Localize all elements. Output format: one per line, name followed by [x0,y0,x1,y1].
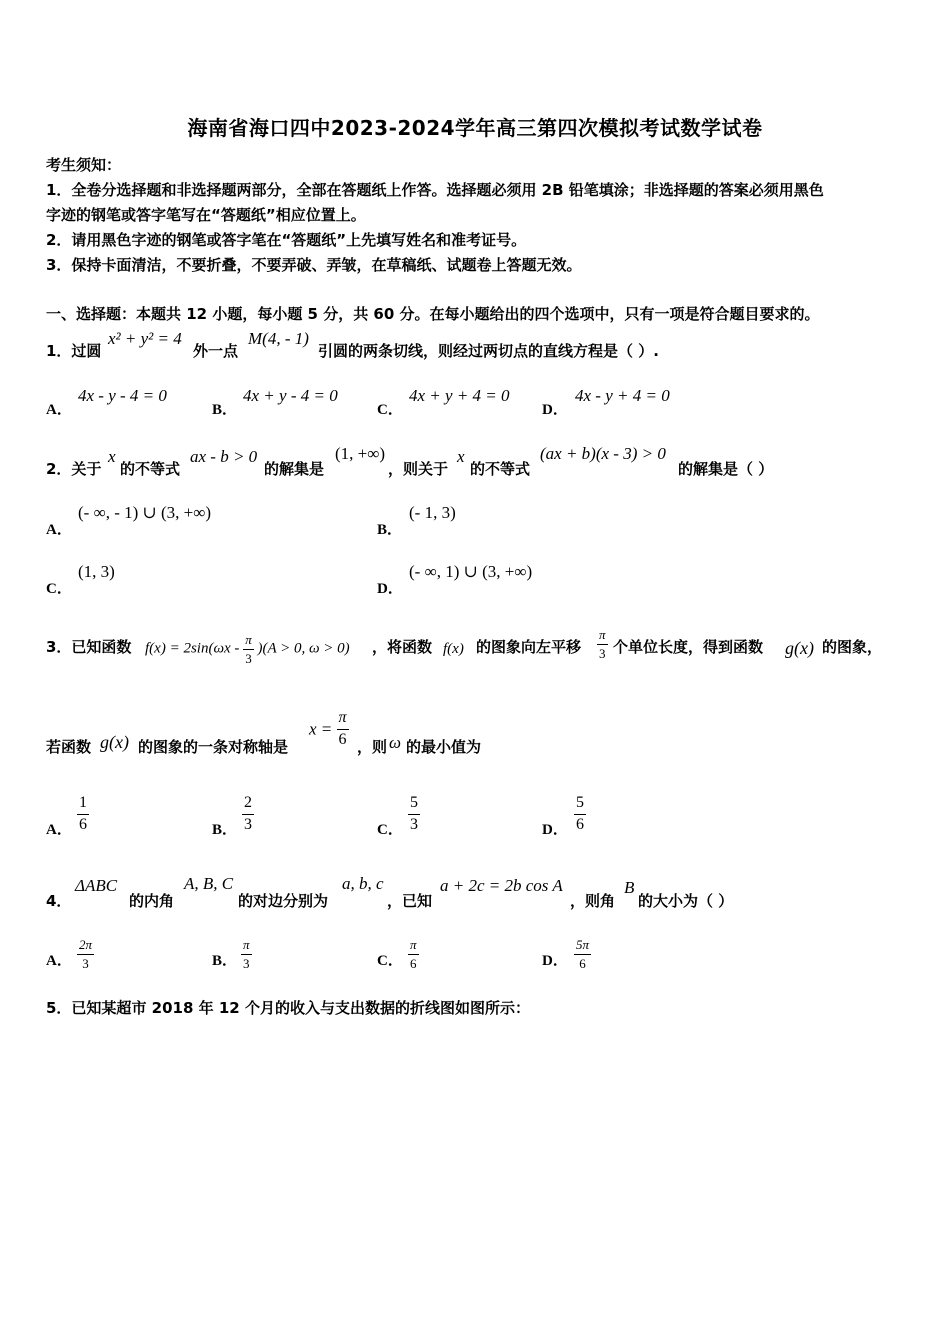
q4-option-a-num: 2π [77,938,94,955]
q2-label-b: B． [377,522,403,538]
q2-solution-set: (1, +∞) [335,444,386,463]
q2-text-1: 的不等式 [120,460,181,478]
q2-text-4: 的不等式 [470,460,531,478]
q3-option-a-den: 6 [79,815,87,833]
q3-option-d-num: 5 [574,795,586,815]
q4-triangle: ΔABC [75,876,118,895]
q3-label-c: C． [377,822,403,838]
q3-option-a [77,792,89,834]
q3-option-d-den: 6 [576,815,584,833]
notice-heading: 考生须知： [46,156,122,174]
q1-option-d: 4x - y + 4 = 0 [575,386,670,405]
q1-label-a: A． [46,402,72,418]
q3-axis [309,710,349,749]
q3-option-d [574,792,586,834]
q4-text-2: 的对边分别为 [238,892,329,910]
q4-text-4: ，则角 [570,892,616,910]
q4-text-5: 的大小为（ ） [638,892,734,910]
q3-label-d: D． [542,822,568,838]
q3-function [145,633,350,665]
q3-option-b-num: 2 [242,795,254,815]
q1-circle-eq: x² + y² = 4 [108,329,182,348]
q2-option-b: (- 1, 3) [409,503,456,522]
q4-equation: a + 2c = 2b cos A [440,876,563,895]
q4-option-d-den: 6 [579,955,586,971]
q3-stem-number: 3．已知函数 [46,638,132,656]
q3-label-b: B． [212,822,238,838]
q3-text-1: ，将函数 [372,638,433,656]
q4-label-d: D． [542,953,568,969]
q5-text: 5．已知某超市 2018 年 12 个月的收入与支出数据的折线图如图所示： [46,999,530,1017]
q3-shift-num: π [597,628,608,645]
q4-angle-b: B [624,878,635,897]
q4-option-c-num: π [408,938,419,955]
q3-axis-prefix: x = [309,719,333,739]
q1-stem-number: 1．过圆 [46,342,102,360]
q2-label-a: A． [46,522,72,538]
q3-function-prefix: f(x) = 2sin(ωx - [145,640,240,657]
notice-line-1b: 字迹的钢笔或答字笔写在“答题纸”相应位置上。 [46,206,366,224]
q4-stem-number: 4． [46,892,72,910]
q2-label-c: C． [46,581,72,597]
q2-text-2: 的解集是 [264,460,325,478]
q1-text-1: 外一点 [193,342,239,360]
q3-axis-den: 6 [338,730,347,748]
q1-label-d: D． [542,402,568,418]
q3-text-5: 若函数 [46,738,92,756]
q3-axis-num: π [337,710,349,730]
q3-text-7: ，则 [357,738,388,756]
q1-label-b: B． [212,402,238,418]
q4-option-d [574,934,591,970]
q2-inequality-2: (ax + b)(x - 3) > 0 [540,444,666,463]
q2-label-d: D． [377,581,403,597]
q3-option-c [408,792,420,834]
q3-omega: ω [389,733,402,752]
q3-text-2: 的图象向左平移 [476,638,582,656]
q3-option-a-num: 1 [77,795,89,815]
q3-text-3: 个单位长度，得到函数 [613,638,764,656]
q4-option-b-den: 3 [243,955,250,971]
q2-option-a: (- ∞, - 1) ∪ (3, +∞) [78,503,212,522]
q3-fx: f(x) [443,641,464,657]
notice-line-1a: 1．全卷分选择题和非选择题两部分，全部在答题纸上作答。选择题必须用 2B 铅笔填涂；非选择题的答案必须用黑色 [46,181,824,199]
q2-option-c: (1, 3) [78,562,115,581]
page-title: 海南省海口四中2023-2024学年高三第四次模拟考试数学试卷 [187,116,763,140]
q3-label-a: A． [46,822,72,838]
q4-text-1: 的内角 [129,892,175,910]
q3-function-suffix: )(A > 0, ω > 0) [257,640,350,657]
q4-option-c-den: 6 [410,955,417,971]
q3-option-c-num: 5 [408,795,420,815]
q2-inequality-1: ax - b > 0 [190,447,258,466]
q4-option-a [77,934,94,970]
q3-shift-frac [597,628,608,660]
q4-option-c [408,934,419,970]
q4-label-b: B． [212,953,238,969]
q3-axis-fraction [337,710,349,749]
q4-label-a: A． [46,953,72,969]
q3-function-fraction [243,633,254,665]
q1-option-a: 4x - y - 4 = 0 [78,386,167,405]
q2-stem-number: 2．关于 [46,460,102,478]
notice-line-2: 2．请用黑色字迹的钢笔或答字笔在“答题纸”上先填写姓名和准考证号。 [46,231,527,249]
q4-option-a-den: 3 [82,955,89,971]
q3-gx-2: g(x) [100,732,129,752]
q3-shift-den: 3 [599,645,606,661]
q3-gx: g(x) [785,638,814,658]
q3-text-6: 的图象的一条对称轴是 [138,738,289,756]
q3-option-b [242,792,254,834]
q4-option-b-num: π [241,938,252,955]
q2-var-x-2: x [457,447,465,466]
q4-angles: A, B, C [184,874,234,893]
q3-text-4: 的图象， [822,638,883,656]
q2-text-5: 的解集是（ ） [678,460,774,478]
q3-shift-fraction [597,624,608,660]
q3-text-8: 的最小值为 [406,738,482,756]
q3-function-fraction-num: π [243,633,254,650]
q2-text-3: ，则关于 [388,460,449,478]
q3-option-c-den: 3 [410,815,418,833]
q1-option-c: 4x + y + 4 = 0 [409,386,510,405]
q4-label-c: C． [377,953,403,969]
notice-line-3: 3．保持卡面清洁，不要折叠，不要弄破、弄皱，在草稿纸、试题卷上答题无效。 [46,256,582,274]
q4-sides: a, b, c [342,874,384,893]
q2-option-d: (- ∞, 1) ∪ (3, +∞) [409,562,533,581]
q1-label-c: C． [377,402,403,418]
q3-option-b-den: 3 [244,815,252,833]
q4-text-3: ，已知 [387,892,433,910]
q1-option-b: 4x + y - 4 = 0 [243,386,338,405]
q4-option-b [241,934,252,970]
section-heading: 一、选择题：本题共 12 小题，每小题 5 分，共 60 分。在每小题给出的四个选项中，只有一项是符合题目要求的。 [46,305,820,323]
q2-var-x-1: x [108,447,116,466]
q3-function-fraction-den: 3 [245,650,252,666]
q1-text-2: 引圆的两条切线，则经过两切点的直线方程是（ ）. [318,342,659,360]
q1-point: M(4, - 1) [248,329,309,348]
q4-option-d-num: 5π [574,938,591,955]
